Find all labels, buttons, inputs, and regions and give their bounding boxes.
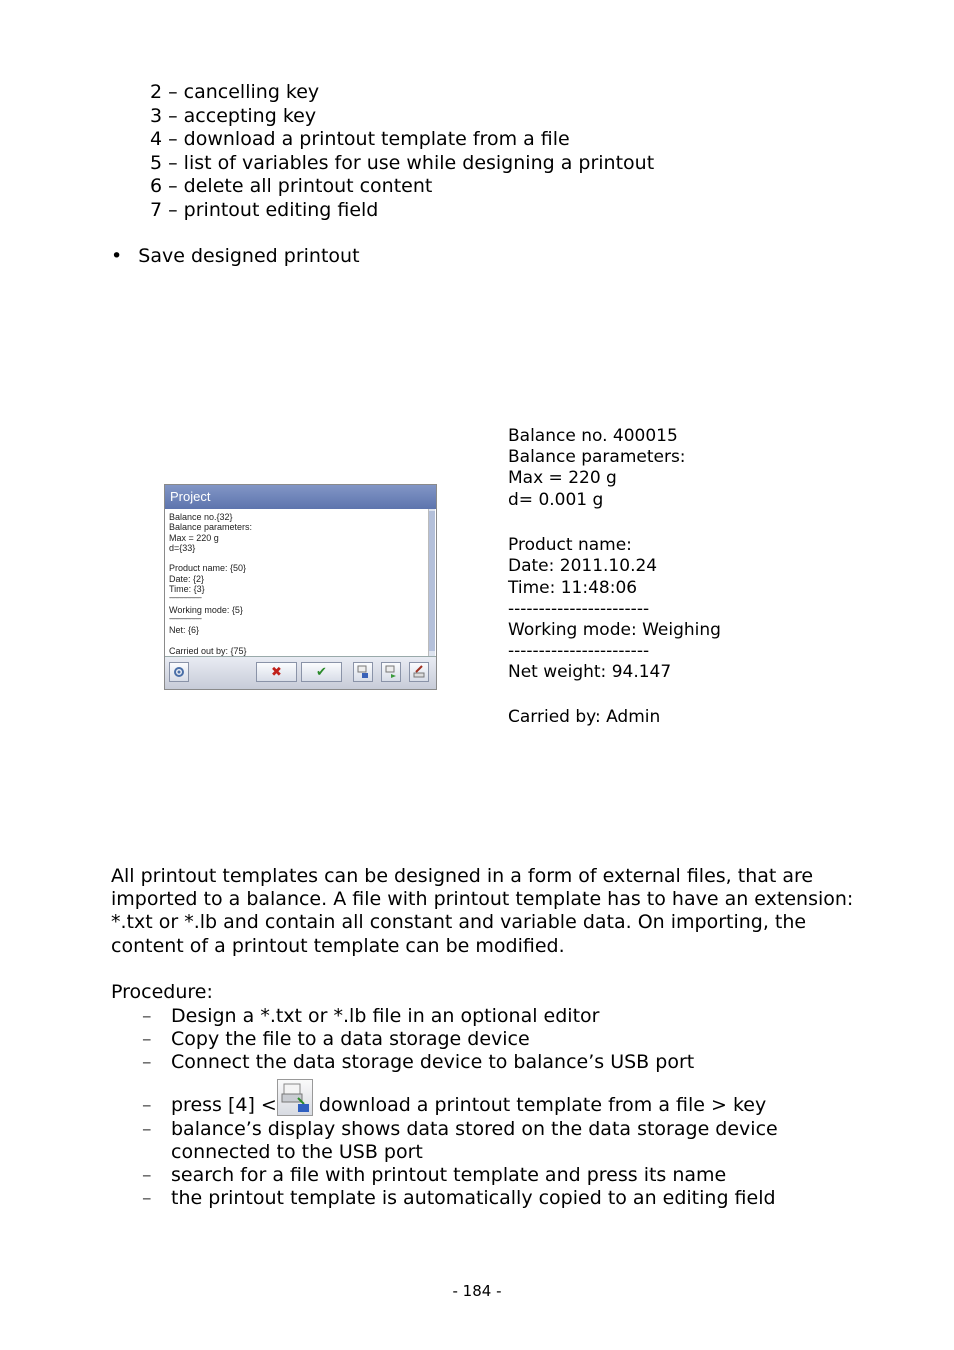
output-line: ----------------------- — [508, 599, 650, 619]
edit-line: Net: {6} — [169, 625, 200, 636]
output-line: Working mode: Weighing — [508, 620, 721, 640]
output-line: ----------------------- — [508, 641, 650, 661]
procedure-label: Procedure: — [111, 981, 213, 1003]
delete-all-icon — [412, 665, 426, 679]
output-line: Carried by: Admin — [508, 707, 661, 727]
output-line: Product name: — [508, 535, 632, 555]
output-line: Net weight: 94.147 — [508, 662, 672, 682]
key-item: 2 – cancelling key — [150, 81, 320, 103]
step-text: search for a file with printout template and press its name — [171, 1164, 727, 1186]
output-line: Balance parameters: — [508, 447, 686, 467]
paragraph-line: *.txt or *.lb and contain all constant and variable data. On importing, the — [111, 911, 807, 933]
bullet-symbol: • — [111, 245, 123, 267]
paragraph-line: All printout templates can be designed in a form of external files, that are — [111, 865, 814, 887]
step-text: the printout template is automatically copied to an editing field — [171, 1187, 776, 1209]
scrollbar[interactable] — [428, 509, 435, 657]
project-title: Project — [165, 485, 436, 509]
download-template-icon — [356, 665, 370, 679]
step-text-part: press [4] < — [171, 1094, 277, 1116]
key-item: 7 – printout editing field — [150, 199, 379, 221]
edit-line — [169, 636, 429, 646]
delete-all-button[interactable] — [409, 662, 429, 682]
edit-line: Balance no.{32} — [169, 512, 233, 522]
output-line: Max = 220 g — [508, 468, 617, 488]
variables-button[interactable] — [381, 662, 401, 682]
key-item: 3 – accepting key — [150, 105, 317, 127]
page-number: - 184 - — [452, 1282, 502, 1300]
step-text: connected to the USB port — [171, 1141, 423, 1163]
key-item: 6 – delete all printout content — [150, 175, 433, 197]
dash-marker: – — [142, 1187, 152, 1209]
scrollbar-thumb[interactable] — [429, 511, 435, 651]
step-text: Design a *.txt or *.lb file in an optional editor — [171, 1005, 600, 1027]
step-text: Copy the file to a data storage device — [171, 1028, 530, 1050]
edit-line: d={33} — [169, 542, 196, 553]
edit-line: Time: {3} — [169, 584, 205, 595]
download-template-button[interactable] — [353, 662, 373, 682]
cancel-button[interactable] — [256, 662, 297, 682]
edit-line: Carried out by: {75} — [169, 645, 247, 656]
step-text: balance’s display shows data stored on the data storage device — [171, 1118, 778, 1140]
step-text — [171, 1094, 766, 1117]
edit-line: Max = 220 g — [169, 532, 219, 543]
project-window-screenshot — [164, 484, 437, 690]
dash-marker: – — [142, 1028, 152, 1050]
dash-marker: – — [142, 1118, 152, 1140]
edit-line — [169, 553, 429, 563]
accept-icon: ✔ — [316, 664, 327, 680]
paragraph-line: content of a printout template can be modified. — [111, 935, 565, 957]
output-line: Date: 2011.10.24 — [508, 556, 658, 576]
output-line: d= 0.001 g — [508, 490, 604, 510]
key-item: 4 – download a printout template from a file — [150, 128, 570, 150]
output-line: Balance no. 400015 — [508, 426, 678, 446]
dash-marker: – — [142, 1051, 152, 1073]
settings-button[interactable] — [169, 662, 189, 682]
step-text: Connect the data storage device to balance’s USB port — [171, 1051, 695, 1073]
variables-icon — [384, 665, 398, 679]
download-template-icon — [277, 1079, 313, 1116]
output-line: Time: 11:48:06 — [508, 578, 638, 598]
edit-line: Balance parameters: — [169, 522, 253, 533]
key-item: 5 – list of variables for use while designing a printout — [150, 152, 655, 174]
bullet-text: Save designed printout — [138, 245, 360, 267]
settings-icon — [172, 665, 186, 679]
edit-line: Date: {2} — [169, 573, 205, 584]
edit-line: ------------------------ — [169, 595, 201, 603]
step-text-part: download a printout template from a file > key — [312, 1094, 767, 1116]
dash-marker: – — [142, 1005, 152, 1027]
cancel-icon: ✖ — [271, 664, 282, 680]
paragraph-line: imported to a balance. A file with printout template has to have an extension: — [111, 888, 854, 910]
accept-button[interactable] — [301, 662, 342, 682]
edit-line: ------------------------ — [169, 615, 201, 623]
edit-line: Product name: {50} — [169, 563, 247, 574]
dash-marker: – — [142, 1164, 152, 1186]
project-toolbar — [165, 656, 436, 689]
edit-line: Working mode: {5} — [169, 604, 243, 615]
dash-marker: – — [142, 1094, 152, 1116]
bullet-item — [111, 245, 360, 268]
printout-editing-field[interactable] — [169, 512, 429, 658]
